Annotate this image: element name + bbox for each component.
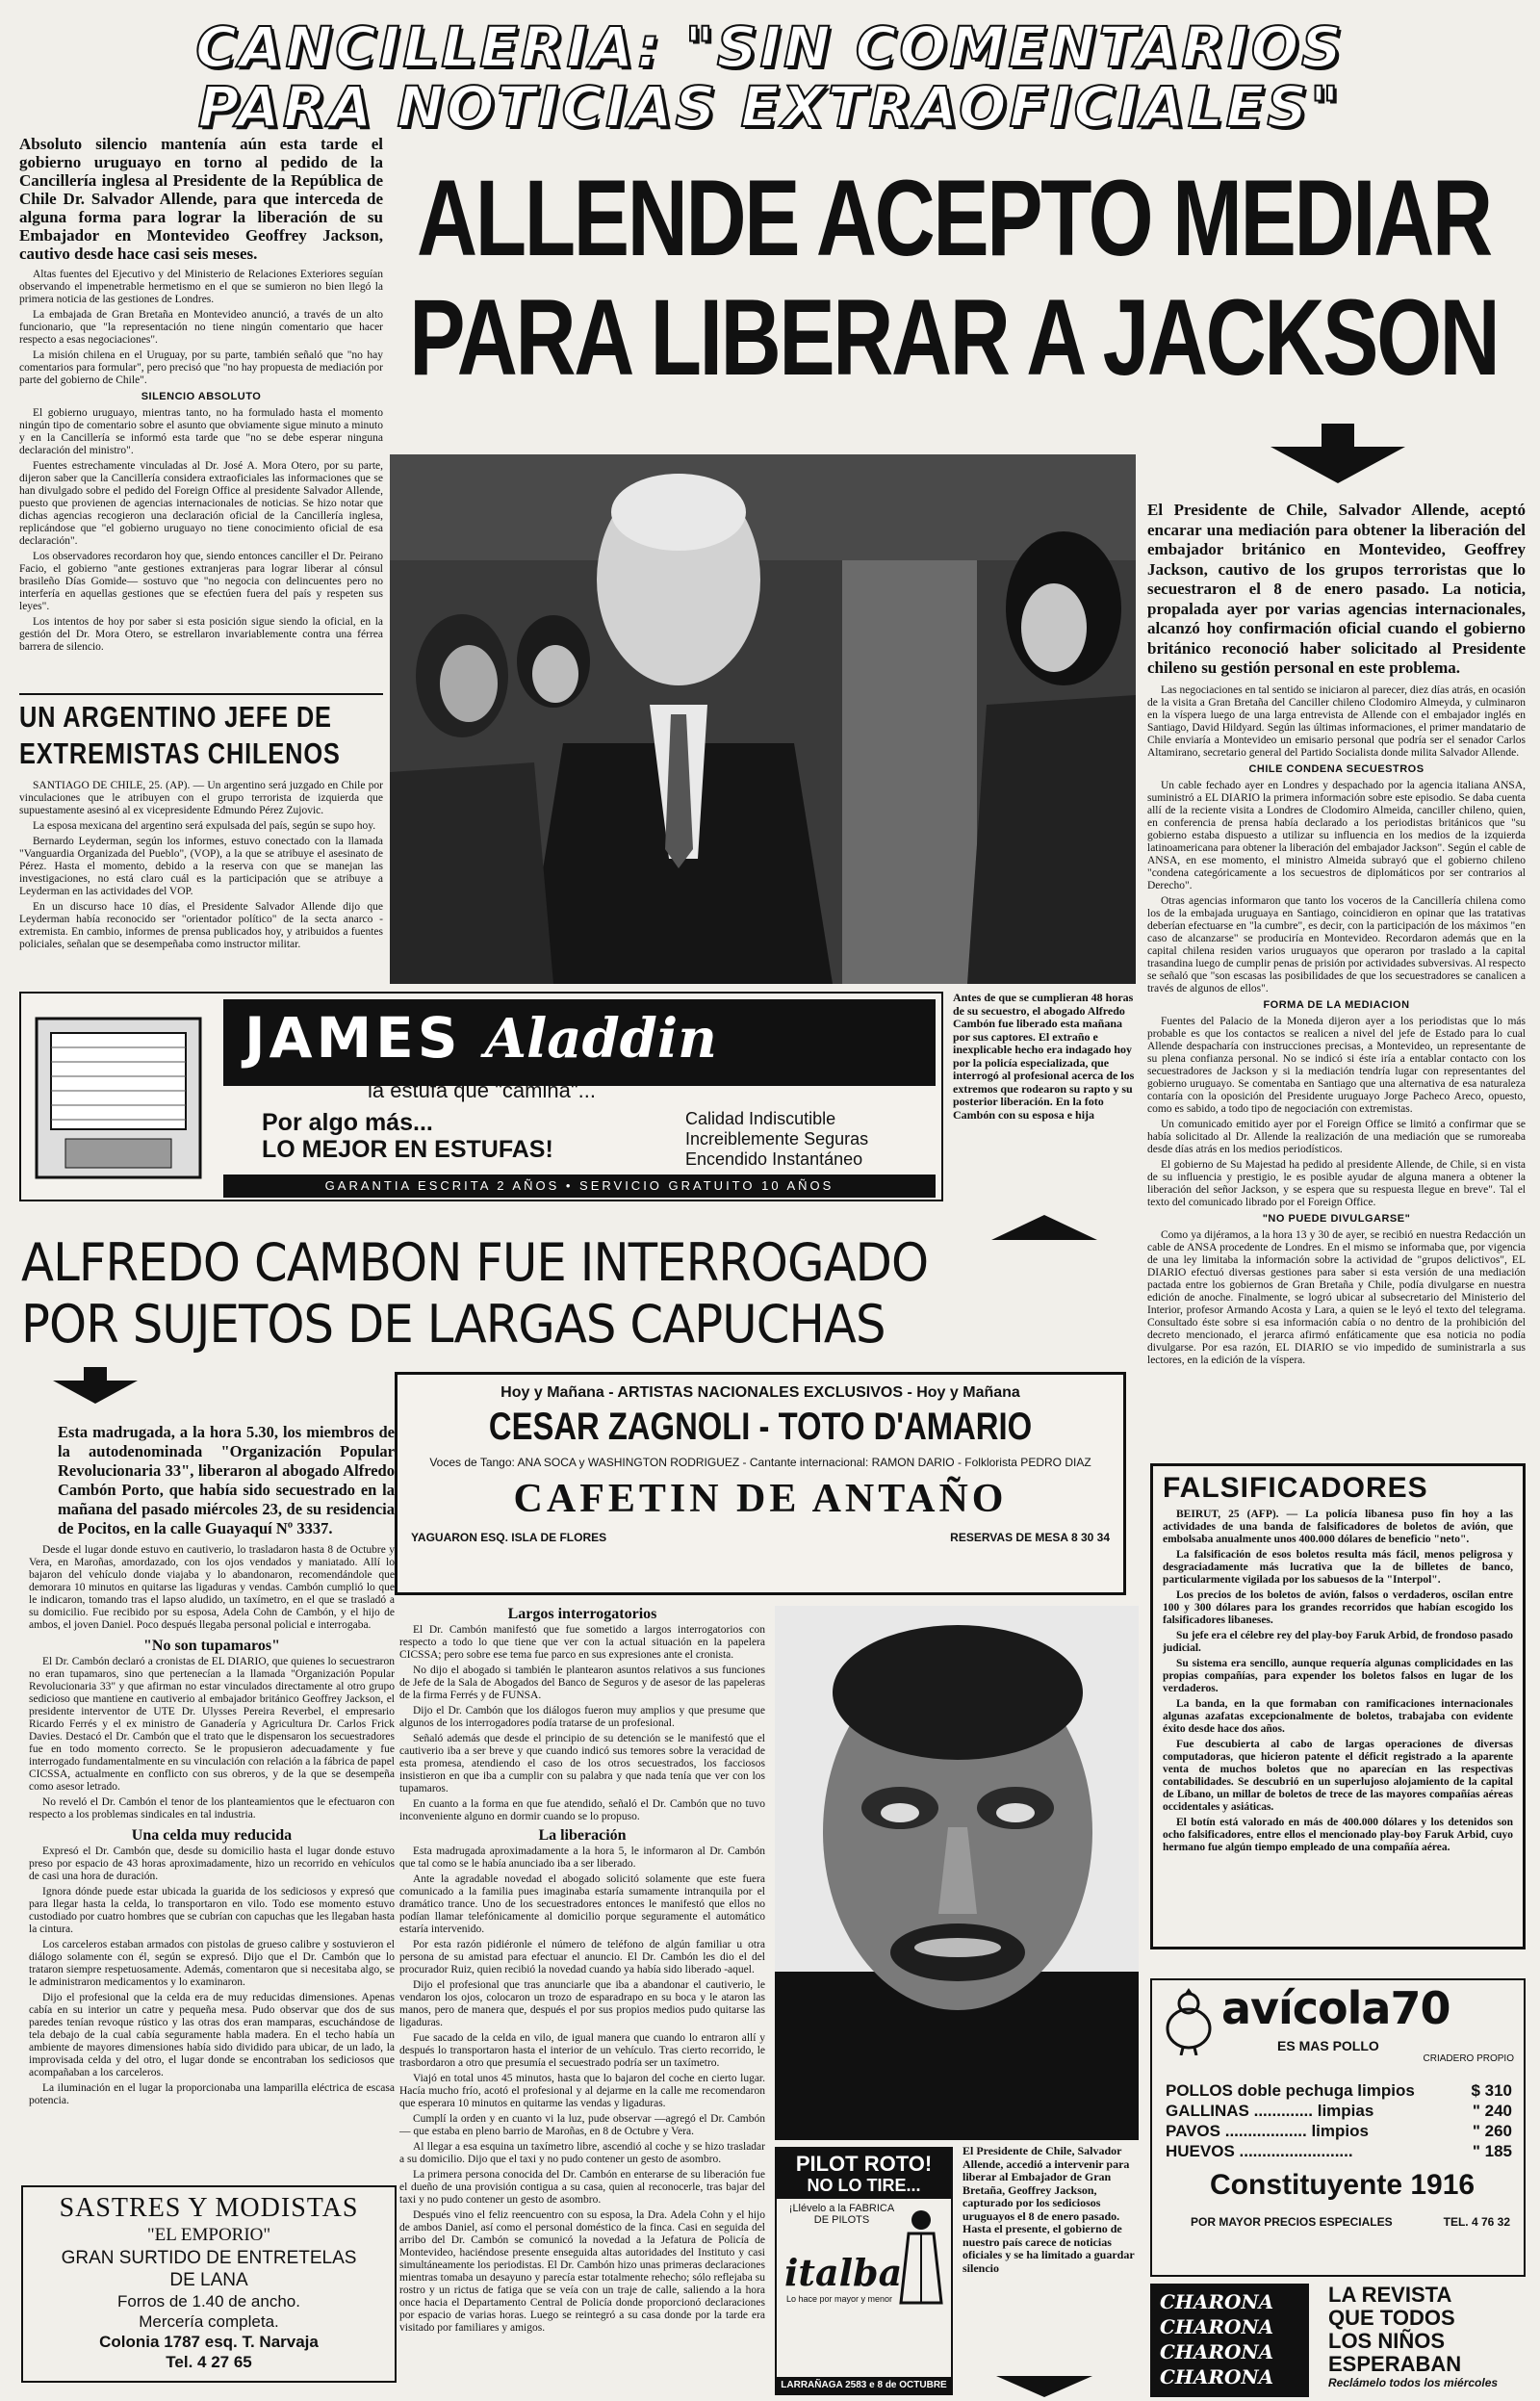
james-slogan-2: LO MEJOR EN ESTUFAS!	[262, 1136, 553, 1163]
cambon-lead: Esta madrugada, a la hora 5.30, los miembros de la autodenominada "Organización Popular Revolucionaria 33", liberaron al abogado Alfredo Cambón Porto, que había sido secuestrado en la mañana del pasado miércoles 23, de su residencia de Pocitos, en la calle Guayaquí Nº 3337.	[58, 1423, 395, 1537]
cancilleria-p7: Los intentos de hoy por saber si esta posición sigue siendo la oficial, en la gestión del Dr. Mora Otero, se estrellaron invariablemente contra una férrea barrera de silencio.	[19, 616, 383, 653]
interrogatorios-p12: Cumplí la orden y en cuanto vi la luz, pude observar —agregó el Dr. Cambón— que estaba en pleno barrio de Maroñas, en 8 de Octubre y Vera.	[399, 2113, 765, 2137]
james-feature-3: Encendido Instantáneo	[685, 1149, 863, 1169]
cambon-p8: La iluminación en el lugar la proporcionaba una lamparilla eléctrica de escasa potencia.	[29, 2082, 395, 2106]
cambon-headline-line2: POR SUJETOS DE LARGAS CAPUCHAS	[21, 1294, 886, 1355]
charona-brand-3: CHARONA	[1160, 2340, 1274, 2363]
falsificadores-p5: Su sistema era sencillo, aunque requería algunas complicidades en las propias compañías, para expender los boletos falsos en lugar de los verdaderos.	[1163, 1658, 1513, 1694]
allende-article	[1147, 501, 1526, 1370]
allende-lead: El Presidente de Chile, Salvador Allende, aceptó encarar una mediación para obtener la liberación del embajador británico en Montevideo, Geoffrey Jackson, cautivo de los grupos terroristas que lo secuestraron el 8 de enero pasado. La noticia, propalada ayer por varias agencias internacionales, alcanzó hoy confirmación oficial cuando el gobierno británico reconoció haber solicitado al Presidente chileno su gestión personal en este problema.	[1147, 501, 1526, 677]
cambon-family-photo	[390, 454, 1136, 984]
cambon-headline-line1: ALFREDO CAMBON FUE INTERROGADO	[21, 1232, 929, 1293]
cancilleria-p1: Altas fuentes del Ejecutivo y del Ministerio de Relaciones Exteriores seguían observando el impenetrable hermetismo en el que se sumieron no bien llegó la primera noticia de las gestiones de Londres.	[19, 269, 383, 305]
caption2-arrow	[996, 2376, 1092, 2397]
interrogatorios-article	[399, 1606, 765, 2337]
charona-text-2: QUE TODOS	[1328, 2306, 1455, 2330]
cafe-address: YAGUARON ESQ. ISLA DE FLORES	[411, 1531, 607, 1544]
sastres-name: "EL EMPORIO"	[146, 2225, 271, 2245]
argentino-article	[19, 693, 383, 954]
pilot-address: LARRAÑAGA 2583 e 8 de OCTUBRE	[777, 2377, 951, 2393]
sastres-line1: GRAN SURTIDO DE ENTRETELAS	[61, 2248, 357, 2268]
cambon-p2: El Dr. Cambón declaró a cronistas de EL DIARIO, que quienes lo secuestraron no eran tupamaros, sino que pertenecían a la llamada "Organización Popular Revolucionaria 33" y que afirman no estar vinculados directamente al otro grupo sedicioso que mantiene en cautiverio al embajador británico Geoffrey Jackson, el presidente interventor de UTE Dr. Ulysses Pereira Reverbel, el empresario Ricardo Ferrés y el ex ministro de Ganadería y Agricultura Dr. Carlos Frick Davies. Destacó el Dr. Cambón que el trato que le dispensaron los secuestradores fue en todo momento correcto. Se le propusieron adecuadamente y fue interrogado fundamentalmente en su vinculación con relación a la fábrica de papel CICSSA, actualmente en conflicto con sus obreros, y de la que se desempeña como asesor letrado.	[29, 1656, 395, 1793]
falsificadores-p3: Los precios de los boletos de avión, falsos o verdaderos, oscilan entre 100 y 300 dólares para los grandes recorridos que habían escogido los falsificadores libaneses.	[1163, 1589, 1513, 1626]
allende-portrait-photo	[775, 1606, 1139, 2140]
cafe-name: CAFETIN DE ANTAÑO	[513, 1477, 1008, 1521]
aladdin-product: Aladdin	[484, 1007, 717, 1071]
charona-brand-1: CHARONA	[1160, 2290, 1274, 2313]
photo-caption-box	[953, 992, 1136, 1213]
falsificadores-p4: Su jefe era el célebre rey del play-boy Faruk Arbid, de frondoso pasado judicial.	[1163, 1630, 1513, 1654]
charona-brand-4: CHARONA	[1160, 2365, 1274, 2388]
argentino-p1: SANTIAGO DE CHILE, 25. (AP). — Un argentino será juzgado en Chile por vinculaciones que le atribuyen con el grupo terrorista de izquierda que supuestamente asesinó al ex vicepresidente Edmundo Pérez Zujovic.	[19, 780, 383, 816]
cambon-p3: No reveló el Dr. Cambón el tenor de los planteamientos que le efectuaron con respecto a los problemas sindicales en tal industria.	[29, 1796, 395, 1820]
charona-text-3: LOS NIÑOS	[1328, 2329, 1446, 2353]
argentino-p3: Bernardo Leyderman, según los informes, estuvo conectado con la llamada "Vanguardia Organizada del Pueblo", (VOP), a la que se atribuye el asesinato de Pérez. Hasta el momento, debido a la reserva con que se manejan las investigaciones, no está claro cuál es la participación que se atribuye a Leyderman en las actividades del VOP.	[19, 836, 383, 897]
pilot-subtitle: NO LO TIRE...	[807, 2176, 921, 2195]
charona-text-5: Reclámelo todos los miércoles	[1328, 2376, 1499, 2389]
interrogatorios-p15: Después vino el feliz reencuentro con su esposa, la Dra. Adela Cohn y el hijo de ambos Daniel, así como el personal doméstico de la finca. Casi en seguida del arribo del Dr. Cambón se comunicó la novedad a la Jefatura de Policía de Montevideo, haciéndose presente enseguida altas autoridades del Instituto y casi simultáneamente los periodistas. El Dr. Cambón hizo unas primeras declaraciones mientras tomaba un desayuno y parecía estar totalmente rehecho; sólo reflejaba su rostro y un rictus de fatiga que se veía con un traje de calle, saliendo a la hora once hacia el Departamento Central de Policía donde proporcionó declaraciones por espacio de varias horas. Luego se reintegró a su casa donde por la tarde era visitado por familiares y amigos.	[399, 2209, 765, 2334]
argentino-p2: La esposa mexicana del argentino será expulsada del país, según se supo hoy.	[33, 820, 376, 832]
argentino-title-line1: UN ARGENTINO JEFE DE	[19, 700, 332, 734]
chicken-icon	[1160, 1988, 1218, 2055]
avicola-item: PAVOS .................. limpios " 260	[1166, 2122, 1512, 2140]
sastres-title: SASTRES Y MODISTAS	[59, 2193, 359, 2223]
interrogatorios-p14: La primera persona conocida del Dr. Cambón en enterarse de su liberación fue el dueño de una provisión contigua a su casa, quien al reconocerle, tras bajar del taxi y no pudo contener un gesto de asombro.	[399, 2169, 765, 2206]
cancilleria-article	[19, 135, 383, 657]
charona-text-1: LA REVISTA	[1328, 2283, 1452, 2307]
photo-caption-2-text: El Presidente de Chile, Salvador Allende, accedió a intervenir para liberar al Embajador de Gran Bretaña, Geoffrey Jackson, capturado por los sediciosos uruguayos el 8 de enero pasado. Hasta el presente, el gobierno de nuestro país carece de noticias oficiales y se ha limitado a guardar silencio	[962, 2144, 1135, 2275]
allende-subhead-2: FORMA DE LA MEDIACION	[1263, 998, 1410, 1011]
charona-text-4: ESPERABAN	[1328, 2352, 1462, 2376]
main-headline	[385, 158, 1499, 419]
allende-p7: Como ya dijéramos, a la hora 13 y 30 de ayer, se recibió en nuestra Redacción un cable de ANSA procedente de Londres. En el mismo se informaba que, por vigencia de una ley limitaba la información sobre la actividad de "grupos delictivos", EL DIARIO efectuó diversas gestiones para saber si esta versión de una mediación pactada entre los gobiernos de Gran Bretaña y Chile, podía divulgarse en nuestra edición de anoche. Finalmente, se logró ubicar al subsecretario del Ministerio del Interior, profesor Armando Acosta y Lara, a quien se le leyó el texto del telegrama. Consultado éste sobre si esa información cabía o no dentro de la prohibición del decreto mencionado, el jerarca afirmó enfáticamente que esa noticia no podía divulgarse. Por esa razón, EL DIARIO se vio impedido de suministrarla a sus lectores, en la edición de la víspera.	[1147, 1228, 1526, 1366]
cambon-p6: Los carceleros estaban armados con pistolas de grueso calibre y sostuvieron el diálogo solamente con él, según se expresó. Dijo que el Dr. Cambón que lo trataron siempre respetuosamente. Además, comentaron que si necesitaba algo, se le administraron medicamentos y lo examinaron.	[29, 1939, 395, 1988]
allende-subhead-1: CHILE CONDENA SECUESTROS	[1248, 762, 1424, 775]
pilot-tagline: Lo hace por mayor y menor	[786, 2294, 893, 2304]
sastres-line4: Mercería completa.	[139, 2312, 279, 2331]
cambon-p1: Desde el lugar donde estuvo en cautiverio, lo trasladaron hasta 8 de Octubre y Vera, en Maroñas, amordazado, con los ojos vendados y maniatado. Allí lo bajaron del vehículo donde viajaba y lo abandonaron, recomendándole que demorara 10 minutos en quitarse las ligaduras y vendas. Cambón cumplió lo que le indicaron, tomando tras el lapso aludido, un taxímetro, en el que se trasladó a su domicilio. Fue recibido por su esposa, Adela Cohn de Cambón, y el hijo de ambos, el joven Daniel. Poco después llegaba personal policial e interrogaba.	[29, 1544, 395, 1631]
interrogatorios-p2: No dijo el abogado si también le plantearon asuntos relativos a sus funciones de Jefe de la Sala de Abogados del Banco de Seguros y de asesor de las papeleras de la firma Ferrés y de FUNSA.	[399, 1665, 765, 1701]
allende-p3: Otras agencias informaron que tanto los voceros de la Cancillería chilena como los de la embajada uruguaya en Santiago, coincidieron en opinar que las tratativas deberían efectuarse en "la cumbre", es decir, con la participación de los máximos "en caso de alcanzarse" se produciría en Montevideo. Recordaron además que en la capital chilena residen varios uruguayos que operaron por traslado a la capital trasandina luego de cumplir penas de prisión por actividades subversivas. Al respecto se señaló que "son escasas las posibilidades de que los secuestradores se canalicen a través de algunos de ellos".	[1147, 894, 1526, 994]
heater-illustration	[27, 999, 210, 1182]
cafe-artists: CESAR ZAGNOLI - TOTO D'AMARIO	[488, 1406, 1033, 1448]
portrait-placeholder	[775, 1606, 1139, 2140]
interrogatorios-p7: Ante la agradable novedad el abogado solicitó solamente que este fuera comunicado a la familia pues imaginaba estaría sumamente intranquila por el dramático trance. Uno de los secuestradores entonces le manifestó que ellos no podían llamar telefónicamente al domicilio porque seguramente el automático estaría intervenido.	[399, 1873, 765, 1935]
headline-arrow	[1270, 424, 1405, 483]
james-slogan-1: Por algo más...	[262, 1109, 433, 1136]
main-headline-line1: ALLENDE ACEPTO MEDIAR	[416, 158, 1491, 278]
cambon-p7: Dijo el profesional que la celda era de muy reducidas dimensiones. Apenas cabía en su interior un catre y pequeña mesa. Pudo observar que dos de sus paredes tenían revoque rústico y las otras dos eran mamparas, escuchándose de tela debajo de la cual cabía seguramente habla madera. En el techo había un ambiente de mayores dimensiones había sido dividido para ubicar, de un lado, la improvisada celda y del otro, el lugar donde se encontraban los sediciosos que acompañaban a los carceleros.	[29, 1992, 395, 2078]
charona-brand-2: CHARONA	[1160, 2315, 1274, 2338]
avicola-address: Constituyente 1916	[1210, 2169, 1476, 2201]
falsificadores-p1: BEIRUT, 25 (AFP). — La policía libanesa puso fin hoy a las actividades de una banda de falsificadores de boletos de avión, que embolsaba anualmente unos 400.000 dólares de beneficio "neto".	[1163, 1509, 1513, 1545]
ad-sastres-modistas	[21, 2185, 397, 2383]
avicola-item: GALLINAS ............. limpias " 240	[1166, 2102, 1512, 2120]
photo-placeholder	[390, 454, 1136, 984]
raincoat-figure-icon	[897, 2207, 945, 2312]
avicola-footer: POR MAYOR PRECIOS ESPECIALES	[1191, 2215, 1393, 2229]
cambon-p4: Expresó el Dr. Cambón que, desde su domicilio hasta el lugar donde estuvo preso por espacio de 43 horas aproximadamente, hizo un recorrido en vehículos de casi una hora de duración.	[29, 1846, 395, 1882]
cambon-p5: Ignora dónde puede estar ubicada la guarida de los sediciosos y expresó que para llegar hasta la celda, lo transportaron en vilo. Todo ese momento estuvo custodiado por cuatro hombres que se cubrían con capuchas que les llegaban hasta la cintura.	[29, 1886, 395, 1935]
photo-caption-2	[962, 2145, 1141, 2275]
james-brand: JAMES	[244, 1005, 462, 1071]
james-feature-2: Increiblemente Seguras	[685, 1129, 869, 1149]
interrogatorios-p8: Por esta razón pidiéronle el número de teléfono de algún familiar u otra persona de su amistad para efectuar el anuncio. El Dr. Cambón les dio el del procurador Ruiz, quien recibió la novedad cuando ya había sido liberado -aquel.	[399, 1939, 765, 1975]
allende-p4: Fuentes del Palacio de la Moneda dijeron ayer a los periodistas que lo más probable es que los contactos se realicen a nivel del jefe de Estado para lo cual Allende despacharía con instrucciones precisas, a Montevideo, un representante de su plena confianza personal. No se indicó si éste iría a entablar contacto con los secuestradores de Jackson y si la mediación tendría lugar con representantes del gobierno uruguayo. Se comentaba en Santiago que una alternativa de esa naturaleza contaría con la oposición del Presidente uruguayo Jorge Pacheco Areco, opuesto, como es sabido, a todo tipo de negociación con extremistas.	[1147, 1015, 1526, 1115]
main-headline-line2: PARA LIBERAR A JACKSON	[409, 277, 1499, 398]
liberacion-subhead: La liberación	[538, 1827, 627, 1844]
ad-pilot-roto	[775, 2147, 953, 2395]
sastres-tel: Tel. 4 27 65	[166, 2353, 252, 2371]
cancilleria-p5: Fuentes estrechamente vinculadas al Dr. José A. Mora Otero, por su parte, dijeron saber que la Cancillería considera extraoficiales las informaciones que se han divulgado sobre el pedido del Foreign Office al presidente Salvador Allende, puesto que provienen de agencias internacionales de noticias. Se hizo notar que dichas agencias recogieron una declaración oficial de la Cancillería inglesa, replicándose que "el gobierno uruguayo no tiene conocimiento oficial de esa declaración".	[19, 460, 383, 547]
interrogatorios-p6: Esta madrugada aproximadamente a la hora 5, le informaron al Dr. Cambón que tal como se le había anunciado iba a ser liberado.	[399, 1846, 765, 1870]
argentino-p4: En un discurso hace 10 días, el Presidente Salvador Allende dijo que Leyderman había reconocido ser "orientador político" de la secta anarco - extremista. En cambio, informes de prensa publicados hoy, y atribuidos a fuentes policiales, señalan que se desempeñaba como instructor militar.	[19, 901, 383, 950]
cafe-reservas: RESERVAS DE MESA 8 30 34	[950, 1531, 1110, 1544]
interrogatorios-p3: Dijo el Dr. Cambón que los diálogos fueron muy amplios y que presume que algunos de los interrogadores podía tratarse de un profesional.	[399, 1705, 765, 1729]
avicola-slogan: ES MAS POLLO	[1277, 2038, 1379, 2053]
interrogatorios-p9: Dijo el profesional que tras anunciarle que iba a abandonar el cautiverio, le vendaron los ojos, colocaron un trozo de esparadrapo en su boca y le ataron las manos, pero de manera que, después el por sus propios medios pudo quitarse las ligaduras.	[399, 1979, 765, 2028]
james-tagline: la estufa que "camina"...	[368, 1078, 596, 1102]
top-headline-line1: CANCILLERIA: "SIN COMENTARIOS	[195, 14, 1345, 80]
ad-avicola-70	[1150, 1978, 1526, 2277]
allende-p5: Un comunicado emitido ayer por el Foreign Office se limitó a confirmar que se había solicitado al Dr. Allende la realización de una mediación que se rumoreaba desde días atrás en los medios periodísticos.	[1147, 1118, 1526, 1155]
interrogatorios-p4: Señaló además que desde el principio de su detención se le manifestó que el cautiverio iba a ser breve y que cuando indicó sus temores sobre la veracidad de esta promesa, atendiendo el caso de los otros secuestrados, los facciosos insistieron en que iba a cumplir con su palabra y que nada tenía que ver con los tupamaros.	[399, 1733, 765, 1794]
james-feature-1: Calidad Indiscutible	[685, 1109, 836, 1128]
pilot-title: PILOT ROTO!	[795, 2152, 933, 2176]
avicola-item: HUEVOS ......................... " 185	[1166, 2142, 1512, 2160]
argentino-title-line2: EXTREMISTAS CHILENOS	[19, 736, 341, 770]
interrogatorios-p5: En cuanto a la forma en que fue atendido, señaló el Dr. Cambón que no tuvo inconveniente alguno en dormir cuando se lo propuso.	[399, 1798, 765, 1822]
cafe-line3: Voces de Tango: ANA SOCA y WASHINGTON RODRIGUEZ - Cantante internacional: RAMON DARIO - Folklorista PEDRO DIAZ	[429, 1456, 1091, 1469]
interrogatorios-p10: Fue sacado de la celda en vilo, de igual manera que cuando lo entraron allí y después lo transportaron hasta el interior de un vehículo. Tras cierto recorrido, le trasbordaron a otro que presumía el secuestrado podría ser un taxímetro.	[399, 2032, 765, 2069]
cancilleria-p6: Los observadores recordaron hoy que, siendo entonces canciller el Dr. Peirano Facio, el gobierno "ante gestiones extranjeras para lograr liberar al cónsul brasileño Días Gomide— sostuvo que "no negocia con delincuentes pero no interfería en aquellas gestiones que se efectúen fuera del país y respeten sus leyes".	[19, 551, 383, 612]
avicola-item: POLLOS doble pechuga limpios $ 310	[1166, 2081, 1512, 2100]
falsificadores-p6: La banda, en la que formaban con ramificaciones internacionales algunas azafatas excepcionalmente de boletos, trabajaba con evidente éxito desde hace dos años.	[1163, 1698, 1513, 1735]
allende-subhead-3: "NO PUEDE DIVULGARSE"	[1262, 1212, 1411, 1225]
ad-james-aladdin	[19, 992, 943, 1201]
top-headline-line2: PARA NOTICIAS EXTRAOFICIALES"	[197, 74, 1343, 140]
cancilleria-p2: La embajada de Gran Bretaña en Montevideo anunció, a través de un alto funcionario, que "la representación no tiene ningún comentario que hacer respecto a esas negociaciones".	[19, 309, 383, 346]
top-headline	[19, 14, 1521, 140]
sastres-line2: DE LANA	[169, 2270, 248, 2290]
photo-caption: Antes de que se cumplieran 48 horas de su secuestro, el abogado Alfredo Cambón fue liberado esta mañana por sus captores. El extraño e inexplicable hecho era indagado hoy por la policía especializada, que interrogó al profesional acerca de los extremos que rodearon su rapto y su posterior liberación. En la foto Cambón con su esposa e hija	[953, 991, 1135, 1122]
cambon-headline	[21, 1232, 1040, 1355]
cancilleria-lead: Absoluto silencio mantenía aún esta tarde el gobierno uruguayo en torno al pedido de la Cancillería inglesa al Presidente de la República de Chile Dr. Salvador Allende, para que interceda de alguna forma para lograr la liberación de su Embajador en Montevideo Geoffrey Jackson, cautivo desde hace casi seis meses.	[19, 135, 383, 263]
falsificadores-p7: Fue descubierta al cabo de largas operaciones de diversas computadoras, que hicieron patente el déficit registrado a la aparente venta de muchos boletos que no aparecían en las respectivas contabilidades. Se descubrió en un superlujoso alojamiento de la capital de Líbano, un millar de boletos de trece de las mayores compañías aéreas occidentales y asiáticas.	[1163, 1739, 1513, 1813]
pilot-body: ¡Llévelo a la FABRICA DE PILOTS	[788, 2203, 895, 2226]
cancilleria-p3: La misión chilena en el Uruguay, por su parte, también señaló que "no hay comentarios para formular", pero precisó que "no hay propuesta de mediación por parte del gobierno de Chile".	[19, 349, 383, 386]
allende-p2: Un cable fechado ayer en Londres y despachado por la agencia italiana ANSA, suministró a EL DIARIO la primera información sobre este episodio. Se daba cuenta allí de la reciente visita a Londres de Clodomiro Almeida, canciller chileno, quien, en conferencia de prensa había declarado a los periodistas británicos que "su gobierno estaba dispuesto a utilizar su influencia en los medios de la izquierda latinoamericana para obtener la liberación del embajador Jackson". Según el cable de ANSA, en ese momento, el ministro Almeida subrayó que el gobierno chileno "condena categóricamente a los secuestros de diplomáticos por ser contrarios al Derecho".	[1147, 779, 1526, 891]
falsificadores-p8: El botín está valorado en más de 400.000 dólares y los detenidos son ocho falsificadores, entre ellos el mencionado play-boy Faruk Arbid, cuyo hermano fue algún tiempo empleado de una compañía aérea.	[1163, 1817, 1513, 1853]
cancilleria-subhead: SILENCIO ABSOLUTO	[141, 391, 262, 402]
falsificadores-p2: La falsificación de esos boletos resulta más fácil, menos peligrosa y desgraciadamente más lucrativa que la de billetes de banco, particularmente vigilada por los sabuesos de la "Interpol".	[1163, 1549, 1513, 1586]
allende-p6: El gobierno de Su Majestad ha pedido al presidente Allende, de Chile, si en vista de su influencia y prestigio, le es posible ayudar de alguna manera a obtener la liberación del señor Jackson, y se espera que su respuesta llegue en breve". Tal el texto del comunicado librado por el Foreign Office.	[1147, 1158, 1526, 1208]
james-footer: GARANTIA ESCRITA 2 AÑOS • SERVICIO GRATUITO 10 AÑOS	[223, 1175, 936, 1198]
interrogatorios-p13: Al llegar a esa esquina un taxímetro libre, ascendió al coche y se hizo trasladar a su domicilio. Dijo que el taxi y no pudo contener un gesto de asombro.	[399, 2141, 765, 2165]
cambon-subhead-1: "No son tupamaros"	[143, 1638, 280, 1654]
pilot-brand: italba	[784, 2251, 903, 2294]
falsificadores-box	[1150, 1463, 1526, 1949]
cambon-arrow	[53, 1367, 138, 1404]
interrogatorios-p11: Viajó en total unos 45 minutos, hasta que lo bajaron del coche en cierto lugar. Hacía mucho frío, acotó el profesional y al dejarme en la calle me recomendaron que esperara 10 minutos en quitarme las vendas y ligaduras.	[399, 2073, 765, 2109]
allende-p1: Las negociaciones en tal sentido se iniciaron al parecer, diez días atrás, en ocasión de la visita a Gran Bretaña del Canciller chileno Clodomiro Almeyda, y culminaron en la víspera luego de una larga entrevista de Allende con el embajador inglés en Santiago, David Hildyard. Según las últimas informaciones, el primer mandatario de Chile enviaría a Montevideo un emisario personal que podría ser el senador Carlos Altamirano, secretario general del Partido Socialista donde milita Salvador Allende.	[1147, 684, 1526, 759]
falsificadores-title: FALSIFICADORES	[1163, 1472, 1428, 1504]
ad-charona	[1150, 2284, 1526, 2397]
cafe-line1: Hoy y Mañana - ARTISTAS NACIONALES EXCLUSIVOS - Hoy y Mañana	[500, 1384, 1020, 1401]
cambon-article	[29, 1423, 395, 2110]
avicola-brand: avícola70	[1221, 1982, 1450, 2034]
avicola-sub: CRIADERO PROPIO	[1423, 2053, 1514, 2064]
cambon-subhead-2: Una celda muy reducida	[131, 1827, 293, 1844]
avicola-price-list	[1166, 2080, 1512, 2161]
ad-cafetin-de-antano	[395, 1372, 1126, 1595]
interrogatorios-p1: El Dr. Cambón manifestó que fue sometido a largos interrogatorios con respecto a todo lo que tiene que ver con la actual situación en la papelera CICSSA; pero sobre ese tema fue parco en sus expresiones ante el cronista.	[399, 1624, 765, 1661]
cancilleria-p4: El gobierno uruguayo, mientras tanto, no ha formulado hasta el momento ningún tipo de comentario sobre el asunto que obviamente sigue minuto a minuto y en la Cancillería se informó esta tarde que "no se debe esperar ninguna declaración del ministro".	[19, 407, 383, 456]
sastres-address: Colonia 1787 esq. T. Narvaja	[99, 2333, 319, 2351]
avicola-tel: TEL. 4 76 32	[1443, 2215, 1510, 2229]
sastres-line3: Forros de 1.40 de ancho.	[117, 2292, 300, 2311]
interrogatorios-subhead: Largos interrogatorios	[507, 1606, 657, 1622]
